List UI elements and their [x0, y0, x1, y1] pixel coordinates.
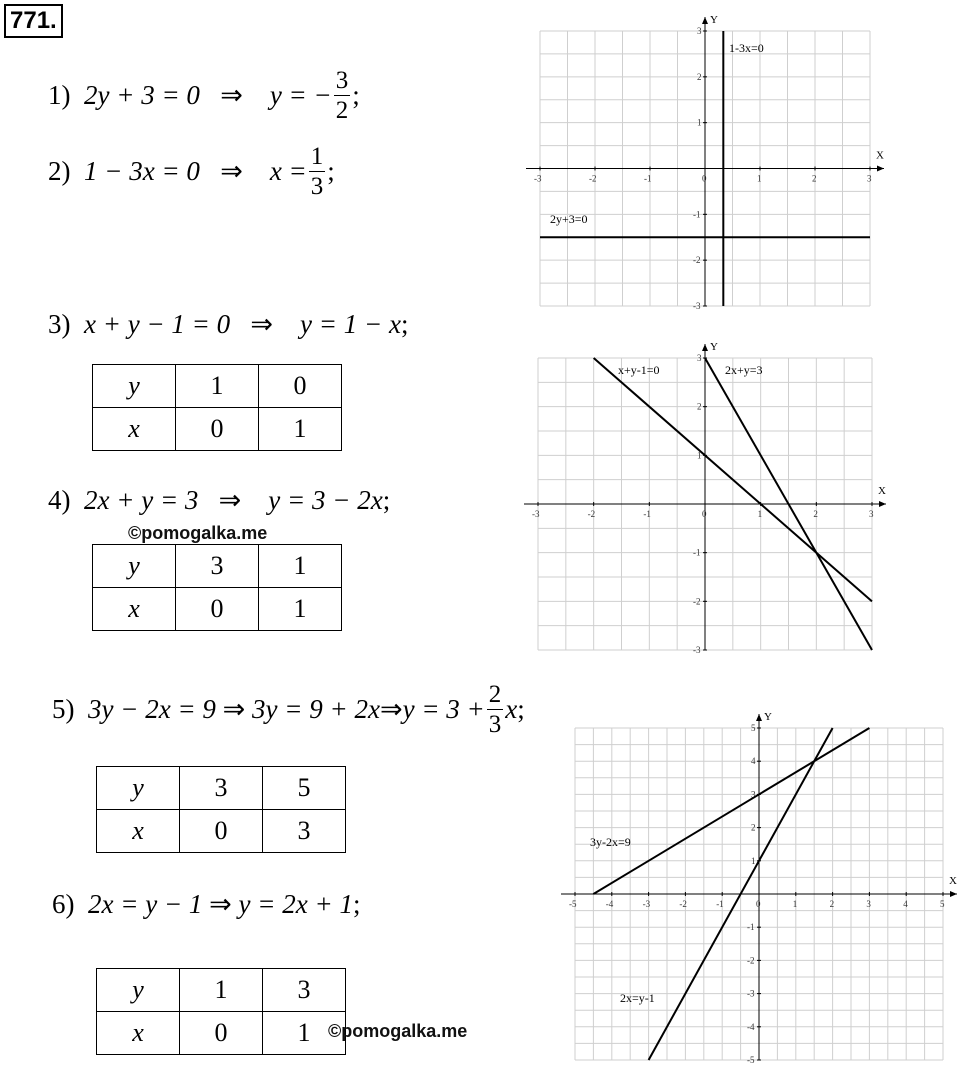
- x-tick-label: 1: [757, 509, 763, 519]
- x-tick-label: 4: [903, 899, 908, 909]
- implies-arrow: ⇒: [218, 484, 242, 515]
- table-cell: 0: [180, 1012, 263, 1055]
- y-tick-label: 5: [751, 723, 756, 733]
- x-tick-label: -4: [605, 899, 614, 909]
- table-label-y: y: [97, 767, 180, 810]
- implies-arrow: ⇒: [379, 693, 403, 724]
- y-axis-label: Y: [710, 14, 718, 26]
- implies-arrow: ⇒: [220, 155, 243, 186]
- x-axis-label: X: [878, 485, 886, 497]
- semicolon: ;: [352, 888, 361, 919]
- problem-number: 771.: [4, 4, 63, 38]
- x-tick-label: 3: [869, 509, 874, 519]
- equation-lhs: 1 − 3x = 0: [84, 155, 200, 186]
- table-cell: 1: [259, 408, 342, 451]
- equation-result: y = −: [269, 79, 332, 110]
- fraction-denominator: 3: [488, 710, 502, 738]
- y-tick-label: 2: [697, 71, 702, 82]
- equation-lhs: 2x = y − 1: [88, 888, 203, 919]
- series-label: 3y-2x=9: [590, 835, 631, 849]
- equation-result: x =: [269, 155, 307, 186]
- y-tick-label: 4: [751, 756, 756, 767]
- table-cell: 3: [180, 767, 263, 810]
- y-axis-arrow-icon: [702, 344, 708, 351]
- implies-arrow: ⇒: [220, 79, 243, 110]
- equation-number: 5): [52, 693, 75, 724]
- y-axis-arrow-icon: [756, 714, 762, 721]
- equation-lhs: 2y + 3 = 0: [84, 79, 200, 110]
- table-cell: 1: [176, 365, 259, 408]
- table-label-y: y: [97, 969, 180, 1012]
- table-label-x: x: [97, 810, 180, 853]
- table-cell: 0: [176, 408, 259, 451]
- x-tick-label: -1: [644, 173, 652, 184]
- table-cell: 3: [263, 810, 346, 853]
- y-tick-label: -2: [747, 955, 755, 966]
- x-axis-label: X: [949, 875, 957, 887]
- x-tick-label: 5: [940, 899, 945, 909]
- x-axis-arrow-icon: [879, 501, 886, 507]
- x-tick-label: -5: [569, 899, 577, 909]
- semicolon: ;: [517, 693, 525, 724]
- series-label: 2x=y-1: [620, 991, 655, 1005]
- table-cell: 0: [176, 588, 259, 631]
- series-label: 1-3x=0: [729, 41, 764, 55]
- y-tick-label: -3: [747, 988, 755, 999]
- equation-lhs: 3y − 2x = 9: [88, 693, 216, 724]
- x-tick-label: 2: [829, 899, 835, 909]
- y-tick-label: 1: [751, 855, 756, 866]
- implies-arrow: ⇒: [222, 693, 246, 724]
- x-axis-arrow-icon: [877, 166, 884, 172]
- y-tick-label: -1: [693, 209, 701, 220]
- y-tick-label: 1: [697, 117, 702, 128]
- y-tick-label: -3: [693, 301, 701, 311]
- fraction-denominator: 2: [335, 96, 349, 124]
- fraction-denominator: 3: [310, 172, 324, 200]
- coordinate-plot-1: [526, 14, 884, 311]
- x-tick-label: -2: [589, 173, 597, 184]
- y-tick-label: -2: [693, 255, 701, 266]
- table-label-y: y: [93, 365, 176, 408]
- table-label-y: y: [93, 545, 176, 588]
- equation-result: y = 1 − x: [300, 308, 401, 339]
- x-tick-label: 0: [702, 509, 707, 519]
- y-axis-label: Y: [764, 711, 772, 723]
- x-tick-label: 0: [702, 173, 707, 184]
- watermark: ©pomogalka.me: [128, 523, 268, 543]
- x-tick-label: 1: [792, 899, 798, 909]
- y-tick-label: -1: [693, 547, 701, 558]
- fraction-numerator: 3: [335, 66, 349, 94]
- equation-lhs: x + y − 1 = 0: [84, 308, 231, 339]
- x-tick-label: 2: [813, 509, 818, 519]
- table-cell: 3: [176, 545, 259, 588]
- fraction-numerator: 2: [488, 680, 502, 708]
- x-tick-label: -3: [534, 173, 542, 184]
- x-tick-label: 3: [867, 173, 872, 184]
- x-tick-label: 1: [757, 173, 762, 184]
- series-label: 2y+3=0: [550, 212, 588, 226]
- watermark: ©pomogalka.me: [328, 1021, 468, 1041]
- y-tick-label: 3: [697, 353, 702, 363]
- equation-lhs: 2x + y = 3: [84, 484, 199, 515]
- x-tick-label: -3: [642, 899, 651, 909]
- table-label-x: x: [97, 1012, 180, 1055]
- equation-number: 3): [48, 308, 71, 339]
- equation-number: 6): [52, 888, 75, 919]
- fraction-numerator: 1: [310, 142, 324, 170]
- y-tick-label: -4: [747, 1021, 755, 1032]
- y-tick-label: 3: [697, 26, 702, 36]
- table-cell: 1: [180, 969, 263, 1012]
- y-tick-label: 2: [751, 822, 756, 833]
- x-tick-label: -1: [643, 509, 651, 519]
- y-tick-label: -1: [747, 922, 755, 933]
- coordinate-plot-3: [561, 711, 957, 1065]
- equation-result-variable: x: [505, 693, 518, 724]
- y-tick-label: -3: [693, 645, 701, 655]
- y-axis-arrow-icon: [702, 17, 708, 24]
- x-tick-label: -3: [532, 509, 540, 519]
- coordinate-plot-2: [524, 341, 886, 655]
- equation-number: 1): [48, 79, 71, 110]
- x-axis-arrow-icon: [950, 891, 957, 897]
- semicolon: ;: [327, 155, 335, 186]
- x-tick-label: -1: [716, 899, 724, 909]
- y-axis-label: Y: [710, 341, 718, 353]
- table-cell: 1: [263, 1012, 346, 1055]
- implies-arrow: ⇒: [250, 308, 274, 339]
- table-cell: 3: [263, 969, 346, 1012]
- x-tick-label: 3: [866, 899, 871, 909]
- x-tick-label: 2: [812, 173, 817, 184]
- equation-number: 4): [48, 484, 71, 515]
- table-cell: 0: [259, 365, 342, 408]
- y-tick-label: -2: [693, 596, 701, 607]
- table-label-x: x: [93, 588, 176, 631]
- table-cell: 1: [259, 545, 342, 588]
- x-tick-label: -2: [679, 899, 687, 909]
- semicolon: ;: [352, 79, 360, 110]
- x-axis-label: X: [876, 149, 884, 162]
- equation-result: y = 3 − 2x: [268, 484, 383, 515]
- semicolon: ;: [382, 484, 391, 515]
- equation-result: y = 2x + 1: [238, 888, 353, 919]
- equation-step: 3y = 9 + 2x: [252, 693, 380, 724]
- implies-arrow: ⇒: [209, 888, 232, 919]
- y-tick-label: -5: [747, 1055, 755, 1065]
- y-tick-label: 1: [697, 450, 702, 461]
- equation-number: 2): [48, 155, 71, 186]
- equation-result: y = 3 +: [402, 693, 485, 724]
- table-label-x: x: [93, 408, 176, 451]
- table-cell: 0: [180, 810, 263, 853]
- series-label: x+y-1=0: [618, 363, 660, 377]
- semicolon: ;: [400, 308, 409, 339]
- y-tick-label: 2: [697, 401, 702, 412]
- y-tick-label: 3: [751, 789, 756, 800]
- table-cell: 1: [259, 588, 342, 631]
- x-tick-label: 0: [756, 899, 761, 909]
- x-tick-label: -2: [587, 509, 596, 519]
- series-label: 2x+y=3: [725, 363, 763, 377]
- table-cell: 5: [263, 767, 346, 810]
